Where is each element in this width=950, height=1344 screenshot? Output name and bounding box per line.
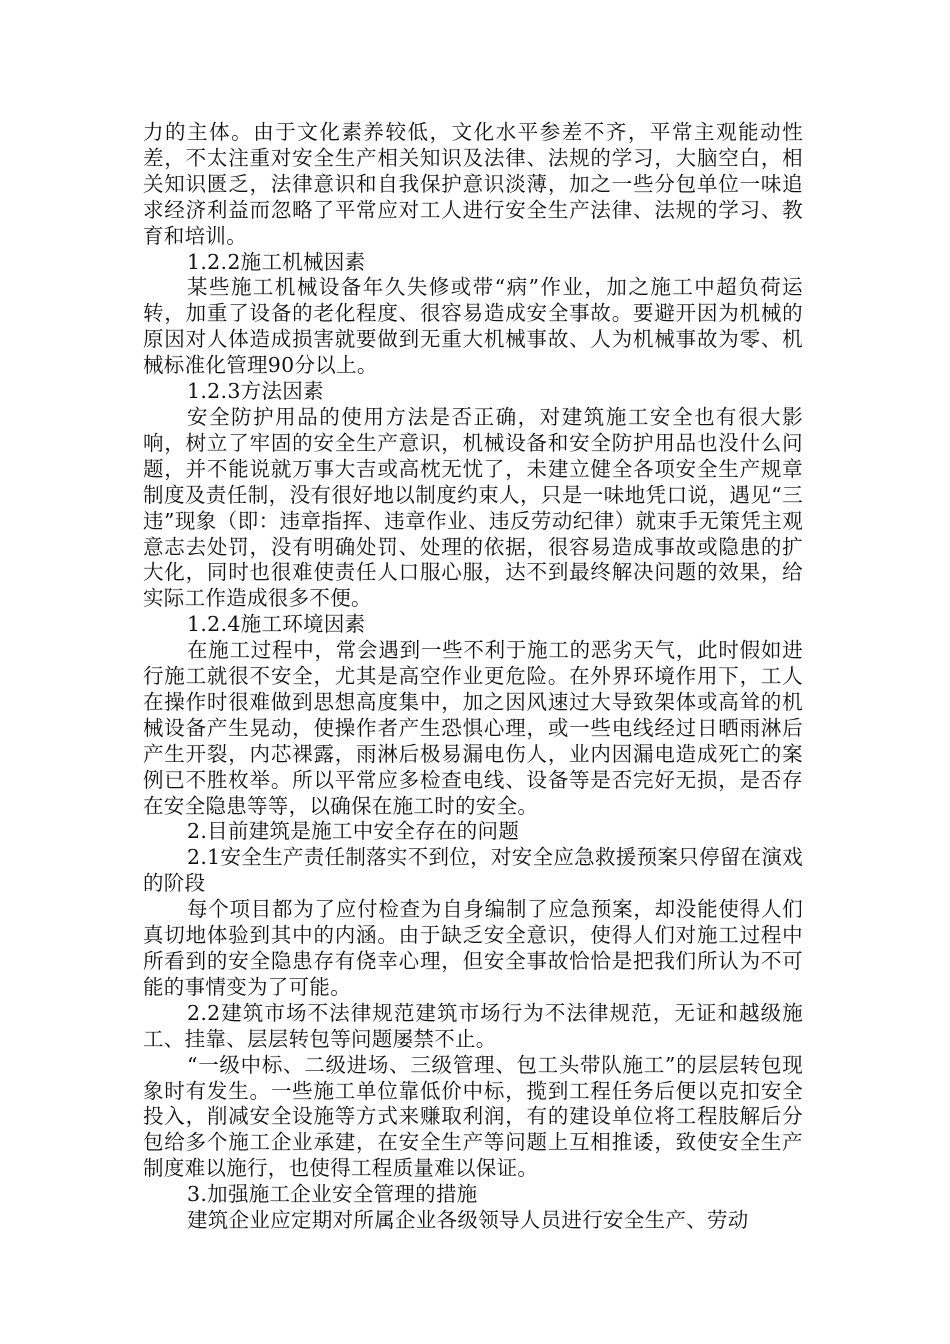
section-heading-2-1: 2.1安全生产责任制落实不到位，对安全应急救援预案只停留在演戏的阶段 [143, 845, 803, 896]
paragraph-emergency-plan: 每个项目都为了应付检查为自身编制了应急预案，却没能使得人们真切地体验到其中的内涵。由于缺乏安全意识，使得人们对施工过程中所看到的安全隐患存有侥幸心理，但安全事故恰恰是把我们所认为不可能的事情变为了可能。 [143, 897, 803, 999]
paragraph-environment: 在施工过程中，常会遇到一些不利于施工的恶劣天气，此时假如进行施工就很不安全，尤其是高空作业更危险。在外界环境作用下，工人在操作时很难做到思想高度集中，加之因风速过大导致架体或高耸的机械设备产生晃动，使操作者产生恐惧心理，或一些电线经过日晒雨淋后产生开裂，内芯裸露，雨淋后极易漏电伤人，业内因漏电造成死亡的案例已不胜枚举。所以平常应多检查电线、设备等是否完好无损，是否存在安全隐患等等，以确保在施工时的安全。 [143, 638, 803, 818]
paragraph-measures: 建筑企业应定期对所属企业各级领导人员进行安全生产、劳动 [187, 1208, 749, 1233]
paragraph-continuation: 力的主体。由于文化素养较低，文化水平参差不齐，平常主观能动性差，不太注重对安全生产相关知识及法律、法规的学习，大脑空白，相关知识匮乏，法律意识和自我保护意识淡薄，加之一些分包单位一味追求经济利益而忽略了平常应对工人进行安全生产法律、法规的学习、教育和培训。 [143, 120, 803, 248]
paragraph-machinery: 某些施工机械设备年久失修或带“病”作业，加之施工中超负荷运转，加重了设备的老化程度、很容易造成安全事故。要避开因为机械的原因对人体造成损害就要做到无重大机械事故、人为机械事故为零、机械标准化管理90分以上。 [143, 275, 803, 378]
section-heading-1-2-2: 1.2.2施工机械因素 [187, 249, 366, 274]
section-heading-1-2-4: 1.2.4施工环境因素 [187, 612, 366, 637]
paragraph-method: 安全防护用品的使用方法是否正确，对建筑施工安全也有很大影响，树立了牢固的安全生产意识，机械设备和安全防护用品也没什么问题，并不能说就万事大吉或高枕无忧了，未建立健全各项安全生产规章制度及责任制，没有很好地以制度约束人，只是一味地凭口说，遇见“三违”现象（即：违章指挥、违章作业、违反劳动纪律）就束手无策凭主观意志去处罚，没有明确处罚、处理的依据，很容易造成事故或隐患的扩大化，同时也很难使责任人口服心服，达不到最终解决问题的效果，给实际工作造成很多不便。 [143, 404, 803, 611]
section-heading-2: 2.目前建筑是施工中安全存在的问题 [187, 819, 520, 844]
paragraph-subcontracting: “一级中标、二级进场、三级管理、包工头带队施工”的层层转包现象时有发生。一些施工单位靠低价中标，揽到工程任务后便以克扣安全投入，削减安全设施等方式来赚取利润，有的建设单位将工程肢解后分包给多个施工企业承建，在安全生产等问题上互相推诿，致使安全生产制度难以施行，也使得工程质量难以保证。 [143, 1052, 803, 1181]
section-heading-1-2-3: 1.2.3方法因素 [187, 379, 324, 404]
document-body [143, 120, 803, 1234]
section-heading-3: 3.加强施工企业安全管理的措施 [187, 1182, 478, 1207]
section-heading-2-2: 2.2建筑市场不法律规范建筑市场行为不法律规范，无证和越级施工、挂靠、层层转包等问题屡禁不止。 [143, 1000, 803, 1051]
